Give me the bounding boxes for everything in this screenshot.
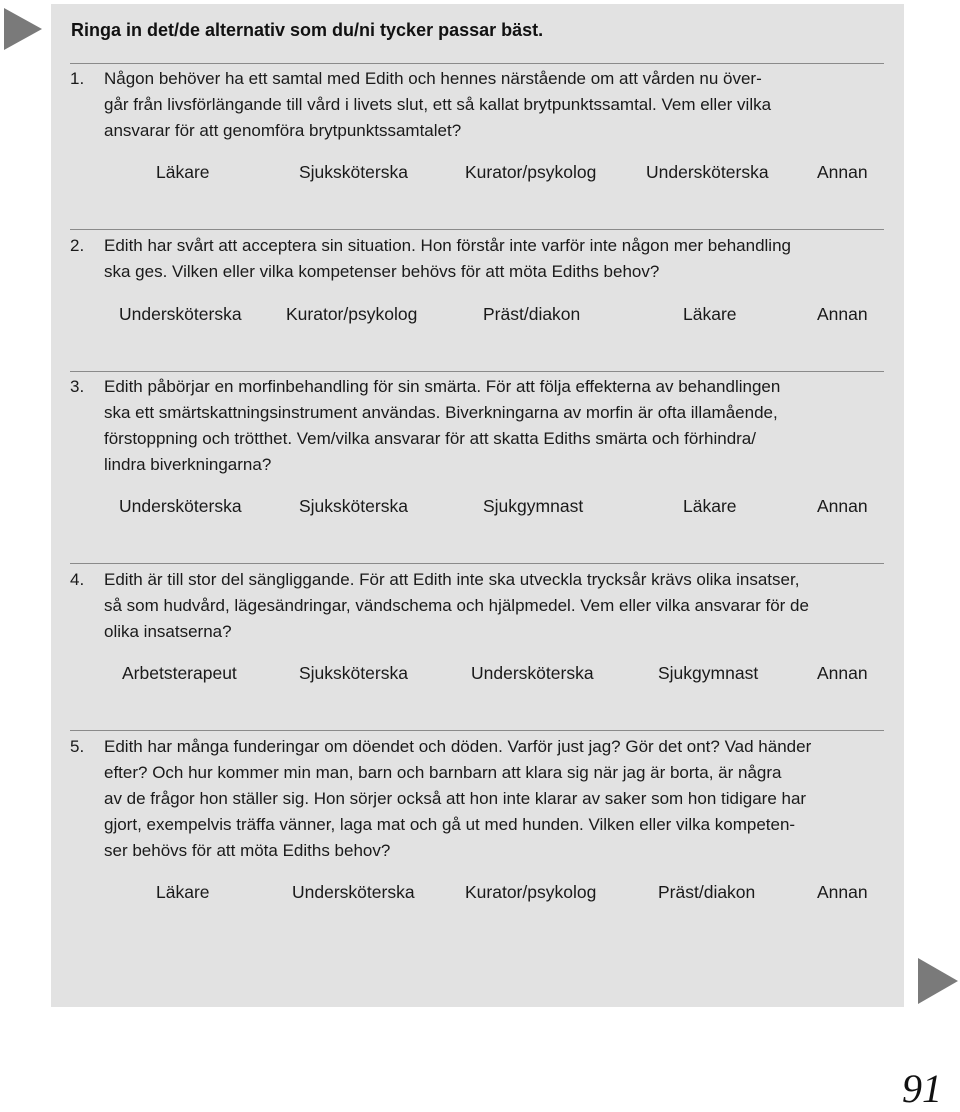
- option-lakare[interactable]: Läkare: [156, 162, 210, 182]
- option-annan[interactable]: Annan: [817, 304, 868, 324]
- instruction-heading: Ringa in det/de alternativ som du/ni tycker passar bäst.: [71, 20, 544, 40]
- option-sjukgymnast[interactable]: Sjukgymnast: [658, 663, 759, 683]
- option-kurator-psykolog[interactable]: Kurator/psykolog: [465, 162, 597, 182]
- option-prast-diakon[interactable]: Präst/diakon: [483, 304, 581, 324]
- question-number: 1.: [70, 69, 85, 88]
- option-annan[interactable]: Annan: [817, 882, 868, 902]
- option-underskoterska[interactable]: Undersköterska: [646, 162, 769, 182]
- question-text-line: ska ett smärtskattningsinstrument användas. Biverkningarna av morfin är ofta illamående,: [104, 403, 778, 422]
- option-sjukskoterska[interactable]: Sjuksköterska: [299, 162, 408, 182]
- question-text-line: Edith har svårt att acceptera sin situation. Hon förstår inte varför inte någon mer behandling: [104, 236, 791, 255]
- option-sjukskoterska[interactable]: Sjuksköterska: [299, 496, 408, 516]
- divider: [70, 730, 884, 731]
- option-kurator-psykolog[interactable]: Kurator/psykolog: [465, 882, 597, 902]
- question-text-line: olika insatserna?: [104, 622, 232, 641]
- question-4: [70, 567, 882, 645]
- option-underskoterska[interactable]: Undersköterska: [292, 882, 415, 902]
- question-5: [70, 734, 882, 864]
- option-sjukgymnast[interactable]: Sjukgymnast: [483, 496, 584, 516]
- question-text-line: gjort, exempelvis träffa vänner, laga mat och gå ut med hunden. Vilken eller vilka kompeten-: [104, 815, 796, 834]
- option-arbetsterapeut[interactable]: Arbetsterapeut: [122, 663, 237, 683]
- question-text-line: Edith har många funderingar om döendet och döden. Varför just jag? Gör det ont? Vad händer: [104, 737, 812, 756]
- question-2: [70, 233, 882, 285]
- question-text-line: går från livsförlängande till vård i livets slut, ett så kallat brytpunktssamtal. Vem eller vilka: [104, 95, 772, 114]
- option-underskoterska[interactable]: Undersköterska: [471, 663, 594, 683]
- question-number: 2.: [70, 236, 85, 255]
- previous-page-arrow-icon[interactable]: [4, 8, 42, 50]
- question-text-line: ska ges. Vilken eller vilka kompetenser behövs för att möta Ediths behov?: [104, 262, 660, 281]
- page-number: 91: [902, 1066, 942, 1111]
- question-number: 3.: [70, 377, 85, 396]
- question-text-line: Någon behöver ha ett samtal med Edith och hennes närstående om att vården nu över-: [104, 69, 762, 88]
- question-text-line: efter? Och hur kommer min man, barn och barnbarn att klara sig när jag är borta, är några: [104, 763, 782, 782]
- option-prast-diakon[interactable]: Präst/diakon: [658, 882, 756, 902]
- divider: [70, 229, 884, 230]
- option-annan[interactable]: Annan: [817, 496, 868, 516]
- option-annan[interactable]: Annan: [817, 162, 868, 182]
- question-text-line: ser behövs för att möta Ediths behov?: [104, 841, 391, 860]
- option-kurator-psykolog[interactable]: Kurator/psykolog: [286, 304, 418, 324]
- option-underskoterska[interactable]: Undersköterska: [119, 496, 242, 516]
- question-number: 4.: [70, 570, 85, 589]
- option-annan[interactable]: Annan: [817, 663, 868, 683]
- question-3: [70, 374, 882, 478]
- question-number: 5.: [70, 737, 85, 756]
- question-text-line: förstoppning och trötthet. Vem/vilka ansvarar för att skatta Ediths smärta och förhindra/: [104, 429, 756, 448]
- option-lakare[interactable]: Läkare: [156, 882, 210, 902]
- option-lakare[interactable]: Läkare: [683, 496, 737, 516]
- divider: [70, 63, 884, 64]
- question-text-line: så som hudvård, lägesändringar, vändschema och hjälpmedel. Vem eller vilka ansvarar för de: [104, 596, 809, 615]
- question-text-line: Edith påbörjar en morfinbehandling för sin smärta. För att följa effekterna av behandlingen: [104, 377, 781, 396]
- question-1: [70, 66, 882, 144]
- question-text-line: ansvarar för att genomföra brytpunktssamtalet?: [104, 121, 462, 140]
- option-underskoterska[interactable]: Undersköterska: [119, 304, 242, 324]
- question-text-line: Edith är till stor del sängliggande. För att Edith inte ska utveckla trycksår krävs olika insatser,: [104, 570, 800, 589]
- question-text-line: av de frågor hon ställer sig. Hon sörjer också att hon inte klarar av saker som hon tidigare har: [104, 789, 807, 808]
- divider: [70, 371, 884, 372]
- next-page-arrow-icon[interactable]: [918, 958, 958, 1004]
- option-sjukskoterska[interactable]: Sjuksköterska: [299, 663, 408, 683]
- question-text-line: lindra biverkningarna?: [104, 455, 272, 474]
- option-lakare[interactable]: Läkare: [683, 304, 737, 324]
- divider: [70, 563, 884, 564]
